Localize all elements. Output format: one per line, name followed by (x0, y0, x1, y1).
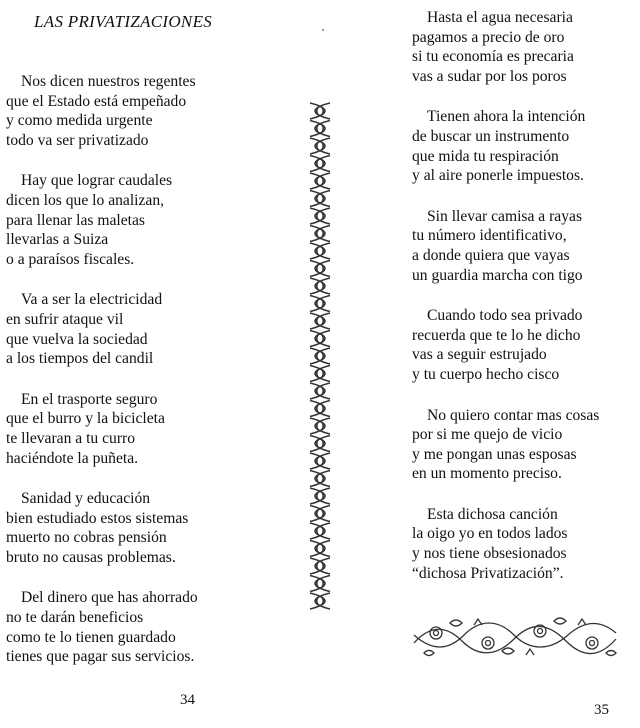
poem-line: pagamos a precio de oro (412, 28, 565, 46)
poem-line: a los tiempos del candil (6, 350, 154, 368)
poem-line: Cuando todo sea privado (427, 307, 583, 325)
poem-line: muerto no cobras pensión (6, 529, 167, 547)
poem-line: y al aire ponerle impuestos. (412, 167, 584, 185)
poem-line: bien estudiado estos sistemas (6, 509, 189, 527)
poem-line: Sanidad y educación (21, 490, 151, 508)
poem-line: por si me quejo de vicio (412, 426, 563, 444)
poem-line: Hasta el agua necesaria (427, 9, 573, 26)
page-number-left: 34 (180, 692, 195, 708)
knot-chain-divider-icon (306, 102, 334, 612)
poem-line: Esta dichosa canción (427, 505, 558, 523)
left-stanza (6, 171, 266, 269)
poem-line: Sin llevar camisa a rayas (427, 207, 583, 225)
poem-line: vas a seguir estrujado (412, 346, 547, 364)
poem-line: en un momento preciso. (412, 465, 562, 483)
poem-line: y nos tiene obsesionados (412, 545, 567, 563)
page-number-right: 35 (594, 702, 609, 718)
poem-line: que el burro y la bicicleta (6, 410, 165, 428)
poem-line: haciéndote la puñeta. (6, 449, 139, 467)
poem-line: que mida tu respiración (412, 147, 559, 165)
left-poem-column (6, 72, 266, 688)
right-stanza (412, 107, 637, 185)
right-stanza (412, 8, 637, 86)
right-stanza (412, 306, 637, 384)
poem-line: y tu cuerpo hecho cisco (412, 365, 560, 383)
poem-line: Nos dicen nuestros regentes (21, 73, 196, 90)
poem-line: si tu economía es precaria (412, 48, 574, 66)
poem-line: te llevaran a tu curro (6, 429, 136, 447)
poem-line: y me pongan unas esposas (412, 445, 577, 463)
poem-line: como te lo tienen guardado (6, 628, 176, 646)
poem-line: “dichosa Privatización”. (412, 564, 564, 582)
poem-line: No quiero contar mas cosas (427, 406, 600, 424)
poem-line: o a paraísos fiscales. (6, 250, 135, 268)
poem-line: En el trasporte seguro (21, 390, 158, 408)
poem-line: bruto no causas problemas. (6, 548, 176, 566)
poem-line: en sufrir ataque vil (6, 310, 124, 328)
poem-line: Del dinero que has ahorrado (21, 589, 198, 607)
poem-line: tienes que pagar sus servicios. (6, 648, 195, 666)
poem-line: a donde quiera que vayas (412, 246, 570, 264)
poem-line: de buscar un instrumento (412, 127, 570, 145)
page-speck (322, 29, 324, 31)
poem-line: Hay que lograr caudales (21, 172, 173, 190)
left-stanza (6, 390, 266, 468)
poem-line: tu número identificativo, (412, 227, 567, 245)
poem-line: la oigo yo en todos lados (412, 525, 568, 543)
poem-line: y como medida urgente (6, 112, 153, 130)
poem-line: todo va ser privatizado (6, 131, 149, 149)
right-stanza (412, 505, 637, 583)
right-stanza (412, 406, 637, 484)
poem-line: que el Estado está empeñado (6, 92, 187, 110)
poem-line: recuerda que te lo he dicho (412, 326, 581, 344)
right-poem-column (412, 8, 637, 604)
poem-line: un guardia marcha con tigo (412, 266, 583, 284)
poem-line: llevarlas a Suiza (6, 231, 109, 249)
poem-line: vas a sudar por los poros (412, 67, 567, 85)
left-stanza (6, 290, 266, 368)
poem-line: dicen los que lo analizan, (6, 191, 165, 209)
left-stanza (6, 588, 266, 666)
poem-line: que vuelva la sociedad (6, 330, 148, 348)
right-stanza (412, 207, 637, 285)
poem-line: para llenar las maletas (6, 211, 145, 229)
left-stanza (6, 72, 266, 150)
poem-title: LAS PRIVATIZACIONES (34, 12, 213, 31)
poem-line: Tienen ahora la intención (427, 108, 586, 126)
floral-vine-ornament-icon (410, 613, 620, 661)
left-stanza (6, 489, 266, 567)
poem-line: Va a ser la electricidad (21, 291, 163, 309)
poem-line: no te darán beneficios (6, 609, 144, 627)
